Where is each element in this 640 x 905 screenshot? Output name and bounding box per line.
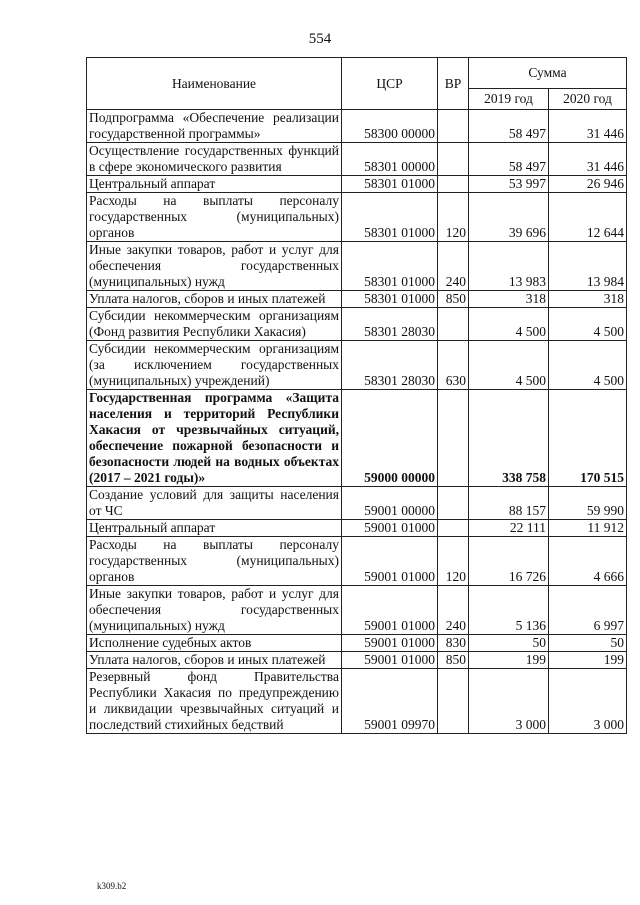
column-header-csr: ЦСР [342, 58, 438, 110]
row-sum-2020: 6 997 [549, 586, 627, 635]
row-sum-2019: 39 696 [469, 193, 549, 242]
row-sum-2020: 50 [549, 635, 627, 652]
row-sum-2020: 11 912 [549, 520, 627, 537]
row-sum-2020: 13 984 [549, 242, 627, 291]
row-sum-2019: 16 726 [469, 537, 549, 586]
row-sum-2020: 199 [549, 652, 627, 669]
row-vr [438, 520, 469, 537]
row-csr: 58301 01000 [342, 291, 438, 308]
row-sum-2020: 170 515 [549, 390, 627, 487]
row-sum-2019: 318 [469, 291, 549, 308]
table-row [87, 193, 627, 242]
page-number: 554 [308, 31, 332, 47]
row-sum-2019: 3 000 [469, 669, 549, 734]
row-sum-2019: 50 [469, 635, 549, 652]
row-sum-2019: 22 111 [469, 520, 549, 537]
table-row [87, 341, 627, 390]
row-vr [438, 308, 469, 341]
column-header-vr: ВР [438, 58, 469, 110]
row-name: Центральный аппарат [87, 176, 342, 193]
row-vr [438, 669, 469, 734]
row-sum-2019: 338 758 [469, 390, 549, 487]
row-csr: 59001 00000 [342, 487, 438, 520]
row-csr: 58300 00000 [342, 110, 438, 143]
row-csr: 58301 28030 [342, 308, 438, 341]
footer-code: k309.b2 [97, 881, 127, 891]
table-row [87, 242, 627, 291]
row-name: Расходы на выплаты персоналу государственных (муниципальных) органов [87, 537, 342, 586]
row-name: Иные закупки товаров, работ и услуг для обеспечения государственных (муниципальных) нужд [87, 242, 342, 291]
row-csr: 58301 01000 [342, 242, 438, 291]
row-sum-2020: 3 000 [549, 669, 627, 734]
row-sum-2020: 31 446 [549, 143, 627, 176]
row-vr: 240 [438, 586, 469, 635]
table-row [87, 390, 627, 487]
row-vr: 850 [438, 652, 469, 669]
row-name: Создание условий для защиты населения от ЧС [87, 487, 342, 520]
row-sum-2020: 318 [549, 291, 627, 308]
row-sum-2020: 4 666 [549, 537, 627, 586]
row-vr: 120 [438, 537, 469, 586]
table-row [87, 537, 627, 586]
row-csr: 59001 01000 [342, 586, 438, 635]
row-vr [438, 487, 469, 520]
row-name: Субсидии некоммерческим организациям (за исключением государственных (муниципальных) учреждений) [87, 341, 342, 390]
row-sum-2019: 13 983 [469, 242, 549, 291]
table-row [87, 308, 627, 341]
column-header-sum: Сумма [469, 58, 627, 89]
row-csr: 58301 00000 [342, 143, 438, 176]
row-vr: 240 [438, 242, 469, 291]
row-sum-2019: 58 497 [469, 110, 549, 143]
table-row [87, 669, 627, 734]
table-row [87, 635, 627, 652]
row-sum-2019: 88 157 [469, 487, 549, 520]
row-csr: 59001 01000 [342, 635, 438, 652]
row-name: Уплата налогов, сборов и иных платежей [87, 291, 342, 308]
table-row [87, 176, 627, 193]
row-name: Иные закупки товаров, работ и услуг для обеспечения государственных (муниципальных) нужд [87, 586, 342, 635]
row-name: Субсидии некоммерческим организациям (Фонд развития Республики Хакасия) [87, 308, 342, 341]
row-csr: 59001 01000 [342, 537, 438, 586]
row-name: Государственная программа «Защита населения и территорий Республики Хакасия от чрезвычайных ситуаций, обеспечение пожарной безопасности и безопасности людей на водных объектах (2017 – 2021 годы)» [87, 390, 342, 487]
table-row [87, 110, 627, 143]
row-csr: 59001 09970 [342, 669, 438, 734]
column-header-2020: 2020 год [549, 89, 627, 110]
row-csr: 59001 01000 [342, 520, 438, 537]
row-sum-2019: 58 497 [469, 143, 549, 176]
row-vr: 830 [438, 635, 469, 652]
row-sum-2019: 4 500 [469, 341, 549, 390]
table-row [87, 487, 627, 520]
row-sum-2020: 12 644 [549, 193, 627, 242]
row-sum-2019: 199 [469, 652, 549, 669]
row-vr: 120 [438, 193, 469, 242]
row-vr: 850 [438, 291, 469, 308]
row-name: Осуществление государственных функций в сфере экономического развития [87, 143, 342, 176]
row-sum-2020: 26 946 [549, 176, 627, 193]
row-sum-2020: 59 990 [549, 487, 627, 520]
row-csr: 58301 28030 [342, 341, 438, 390]
row-name: Резервный фонд Правительства Республики Хакасия по предупреждению и ликвидации чрезвычайных ситуаций и последствий стихийных бедствий [87, 669, 342, 734]
row-vr [438, 110, 469, 143]
row-name: Расходы на выплаты персоналу государственных (муниципальных) органов [87, 193, 342, 242]
row-sum-2020: 4 500 [549, 308, 627, 341]
row-csr: 59000 00000 [342, 390, 438, 487]
budget-table [86, 57, 627, 734]
row-vr [438, 390, 469, 487]
table-row [87, 143, 627, 176]
row-csr: 59001 01000 [342, 652, 438, 669]
row-sum-2019: 5 136 [469, 586, 549, 635]
row-sum-2020: 4 500 [549, 341, 627, 390]
table-row [87, 652, 627, 669]
row-name: Подпрограмма «Обеспечение реализации государственной программы» [87, 110, 342, 143]
table-row [87, 291, 627, 308]
column-header-2019: 2019 год [469, 89, 549, 110]
row-vr: 630 [438, 341, 469, 390]
table-row [87, 520, 627, 537]
row-vr [438, 143, 469, 176]
table-row [87, 586, 627, 635]
row-sum-2020: 31 446 [549, 110, 627, 143]
row-vr [438, 176, 469, 193]
column-header-name: Наименование [87, 58, 342, 110]
row-csr: 58301 01000 [342, 193, 438, 242]
row-sum-2019: 4 500 [469, 308, 549, 341]
row-name: Исполнение судебных актов [87, 635, 342, 652]
row-sum-2019: 53 997 [469, 176, 549, 193]
row-name: Центральный аппарат [87, 520, 342, 537]
row-csr: 58301 01000 [342, 176, 438, 193]
row-name: Уплата налогов, сборов и иных платежей [87, 652, 342, 669]
